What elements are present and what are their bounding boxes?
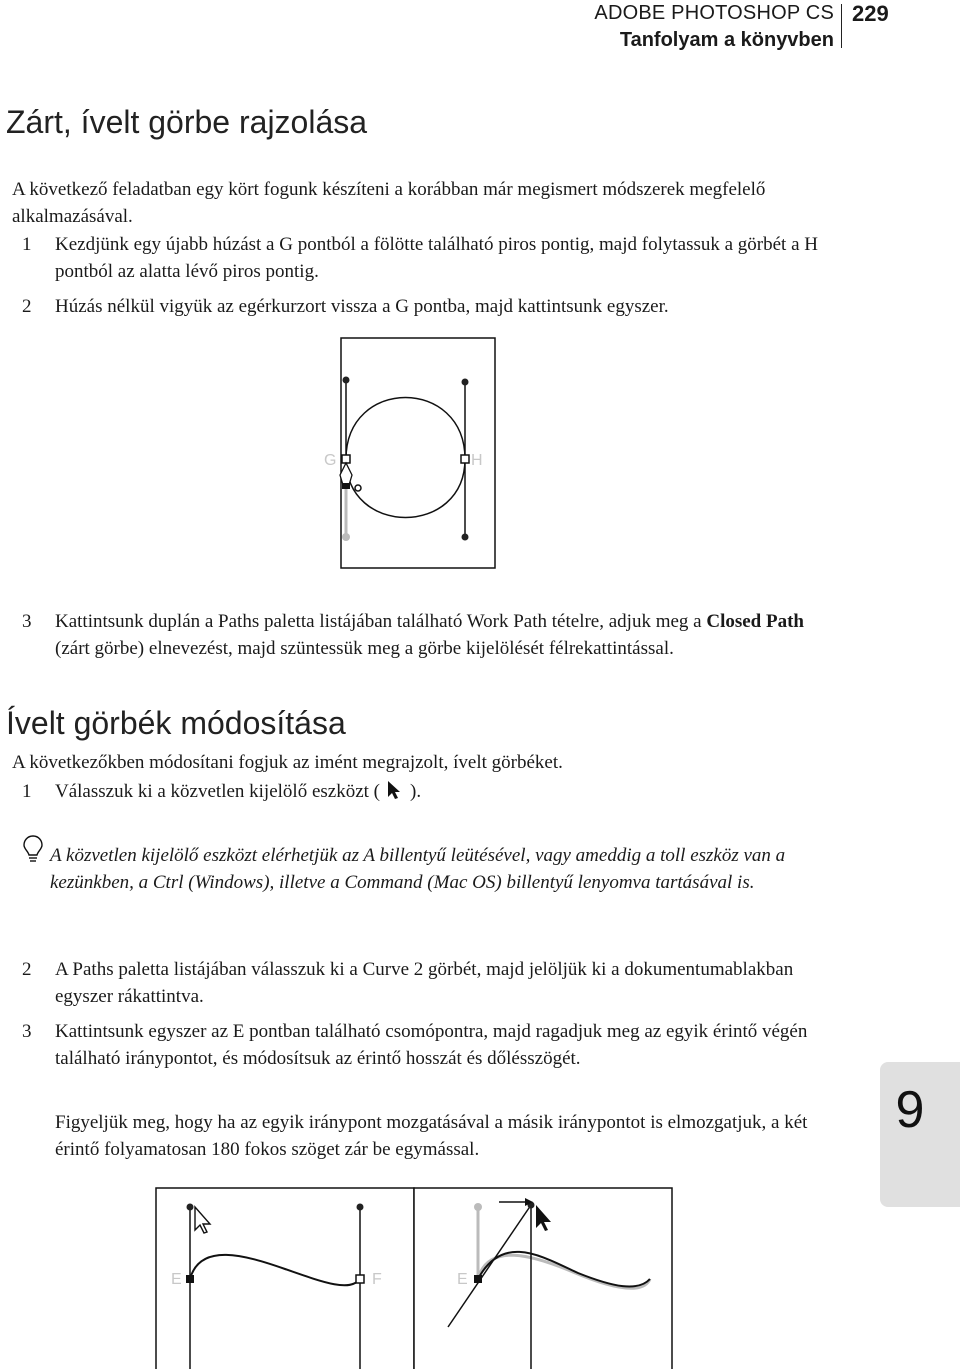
tip-text: A közvetlen kijelölő eszközt elérhetjük az A billentyű leütésével, vagy ameddig a toll eszköz van a kezünkben, a Ctrl (Windows), illetve a Command (Mac OS) billentyű lenyomva tartásával is. bbox=[50, 845, 786, 893]
step-text: Kattintsunk egyszer az E pontban található csomópontra, majd ragadjuk meg az egyik érintő végén található iránypontot, és módosítsuk az érintő hosszát és dőlésszögét. bbox=[55, 1021, 808, 1069]
anchor-h bbox=[461, 455, 469, 463]
curve-figure-left bbox=[155, 1187, 415, 1369]
section-heading-modify-curves: Ívelt görbék módosítása bbox=[6, 705, 346, 741]
running-header-title: ADOBE PHOTOSHOP CS bbox=[594, 2, 834, 24]
label-g: G bbox=[324, 452, 337, 469]
step-text: Húzás nélkül vigyük az egérkurzort vissza a G pontba, majd kattintsunk egyszer. bbox=[55, 296, 669, 317]
header-divider bbox=[841, 4, 842, 48]
intro-paragraph: A következőkben módosítani fogjuk az imént megrajzolt, ívelt görbéket. bbox=[12, 752, 563, 773]
step-text: Kezdjünk egy újabb húzást a G pontból a fölötte található piros pontig, majd folytassuk a görbét a H pontból az alatta lévő piros pontig. bbox=[55, 234, 818, 282]
step-number: 1 bbox=[22, 234, 32, 255]
direction-point bbox=[462, 534, 469, 541]
step-text: A Paths paletta listájában válasszuk ki a Curve 2 görbét, majd jelöljük ki a dokumentumablakban egyszer rákattintva. bbox=[55, 959, 794, 1007]
step-number: 3 bbox=[22, 1021, 32, 1042]
anchor-f bbox=[356, 1275, 364, 1283]
step-number: 1 bbox=[22, 781, 32, 802]
direct-selection-arrow-icon bbox=[384, 780, 406, 800]
page-number: 229 bbox=[852, 1, 889, 26]
label-e: E bbox=[457, 1271, 468, 1288]
label-f: F bbox=[372, 1271, 382, 1288]
section-heading-closed-curve: Zárt, ívelt görbe rajzolása bbox=[6, 104, 368, 140]
label-e: E bbox=[171, 1271, 182, 1288]
step-number: 2 bbox=[22, 959, 32, 980]
step-number: 2 bbox=[22, 296, 32, 317]
anchor-e bbox=[186, 1275, 194, 1283]
curve-figure-right bbox=[413, 1187, 673, 1369]
direction-point bbox=[187, 1204, 194, 1211]
step-text: Válasszuk ki a közvetlen kijelölő eszközt ( ). bbox=[55, 781, 422, 802]
closed-path-figure bbox=[324, 337, 496, 569]
direction-point bbox=[342, 533, 350, 541]
label-h: H bbox=[471, 452, 483, 469]
closed-path-term: Closed Path bbox=[706, 611, 804, 632]
step-text: Kattintsunk duplán a Paths paletta listájában található Work Path tételre, adjuk meg a Closed Path (zárt görbe) elnevezést, majd szüntessük meg a görbe kijelölését félrekattintással. bbox=[55, 611, 804, 659]
anchor-e bbox=[474, 1275, 482, 1283]
running-header-subtitle: Tanfolyam a könyvben bbox=[619, 29, 834, 51]
intro-paragraph: A következő feladatban egy kört fogunk készíteni a korábban már megismert módszerek megfelelő alkalmazásával. bbox=[12, 179, 766, 227]
old-direction-point bbox=[474, 1203, 482, 1211]
direction-point bbox=[462, 379, 469, 386]
direction-point bbox=[343, 377, 350, 384]
direction-point bbox=[357, 1204, 364, 1211]
step-number: 3 bbox=[22, 611, 32, 632]
note-text: Figyeljük meg, hogy ha az egyik iránypont mozgatásával a másik iránypontot is elmozgatjuk, a két érintő folyamatosan 180 fokos szöget zár be egymással. bbox=[55, 1112, 808, 1160]
chapter-number: 9 bbox=[895, 1081, 925, 1139]
lightbulb-tip-icon bbox=[22, 834, 44, 864]
